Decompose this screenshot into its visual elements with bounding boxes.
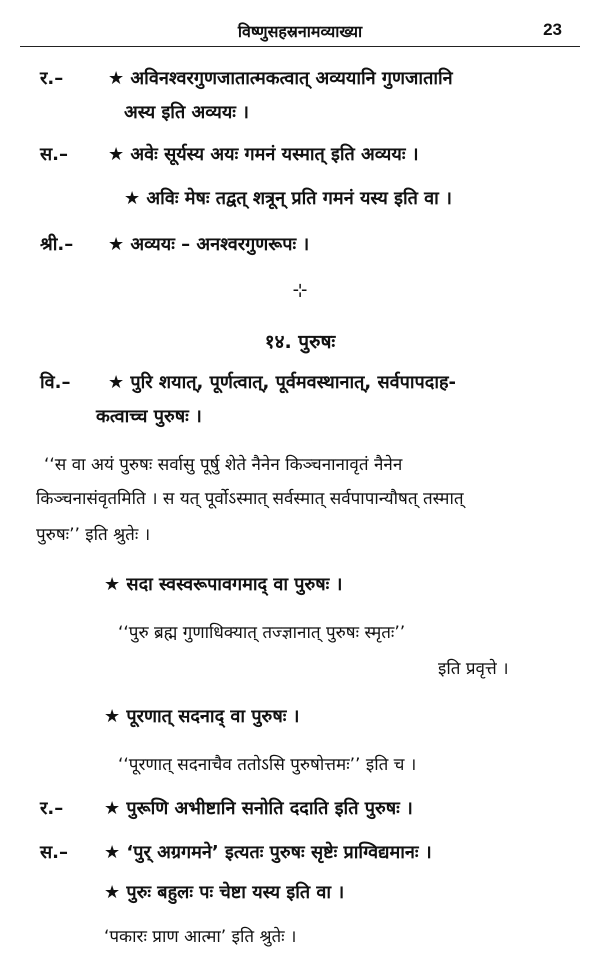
commentator-label-ra-2: र.– <box>40 798 64 819</box>
commentator-label-vi: वि.– <box>40 372 71 393</box>
ra-text-line-1: ★ अविनश्वरगुणजातात्मकत्वात् अव्ययानि गुणजातानि <box>108 68 453 89</box>
sa-main-line-3: ‘पकारः प्राण आत्मा’ इति श्रुतेः । <box>104 927 297 947</box>
quote-3: ‘‘पूरणात् सदनाचैव ततोऽसि पुरुषोत्तमः’’ इति च । <box>118 755 417 775</box>
sa-text-line-2: ★ अविः मेषः तद्वत् शत्रून् प्रति गमनं यस्य इति वा । <box>124 188 452 209</box>
vi-text-line-2: कत्वाच्च पुरुषः । <box>96 406 202 427</box>
quote-2-line-2: इति प्रवृत्ते । <box>438 659 509 679</box>
ra-text-line-2: अस्य इति अव्ययः । <box>124 102 249 123</box>
ra-main-line: ★ पुरूणि अभीष्टानि सनोति ददाति इति पुरुषः । <box>104 798 413 819</box>
running-title: विष्णुसहस्रनामव्याख्या <box>237 22 363 41</box>
star-line-2: ★ सदा स्वस्वरूपावगमाद् वा पुरुषः । <box>104 574 343 595</box>
page-header <box>0 18 600 46</box>
sa-main-line-1: ★ ‘पुर् अग्रगमने’ इत्यतः पुरुषः सृष्टेः प्राग्विद्यमानः । <box>104 842 432 863</box>
commentator-label-sa-2: स.– <box>40 842 69 863</box>
section-heading: १४. पुरुषः <box>264 331 336 353</box>
page-number: 23 <box>543 20 562 39</box>
header-rule <box>20 46 580 47</box>
quote-1-line-3: पुरुषः’’ इति श्रुतेः । <box>36 525 151 545</box>
quote-1-line-2: किञ्चनासंवृतमिति । स यत् पूर्वोऽस्मात् सर्वस्मात् सर्वपापान्यौषत् तस्मात् <box>36 489 464 509</box>
quote-2-line-1: ‘‘पुरु ब्रह्म गुणाधिक्यात् तज्ज्ञानात् पुरुषः स्मृतः’’ <box>118 623 406 643</box>
star-line-3: ★ पूरणात् सदनाद् वा पुरुषः । <box>104 706 300 727</box>
sa-text-line-1: ★ अवेः सूर्यस्य अयः गमनं यस्मात् इति अव्ययः । <box>108 144 419 165</box>
vi-text-line-1: ★ पुरि शयात्, पूर्णत्वात्, पूर्वमवस्थानात्, सर्वपापदाह- <box>108 372 457 393</box>
commentator-label-sa: स.– <box>40 144 69 165</box>
shri-text-line: ★ अव्ययः – अनश्वरगुणरूपः । <box>108 234 310 255</box>
sa-main-line-2: ★ पुरुः बहुलः पः चेष्टा यस्य इति वा । <box>104 882 345 903</box>
commentator-label-shri: श्री.– <box>40 234 74 255</box>
quote-1-line-1: ‘‘स वा अयं पुरुषः सर्वासु पूर्षु शेते नैनेन किञ्चनानावृतं नैनेन <box>44 455 403 475</box>
section-divider-ornament: ⊹ <box>292 280 308 301</box>
commentator-label-ra: र.– <box>40 68 64 89</box>
